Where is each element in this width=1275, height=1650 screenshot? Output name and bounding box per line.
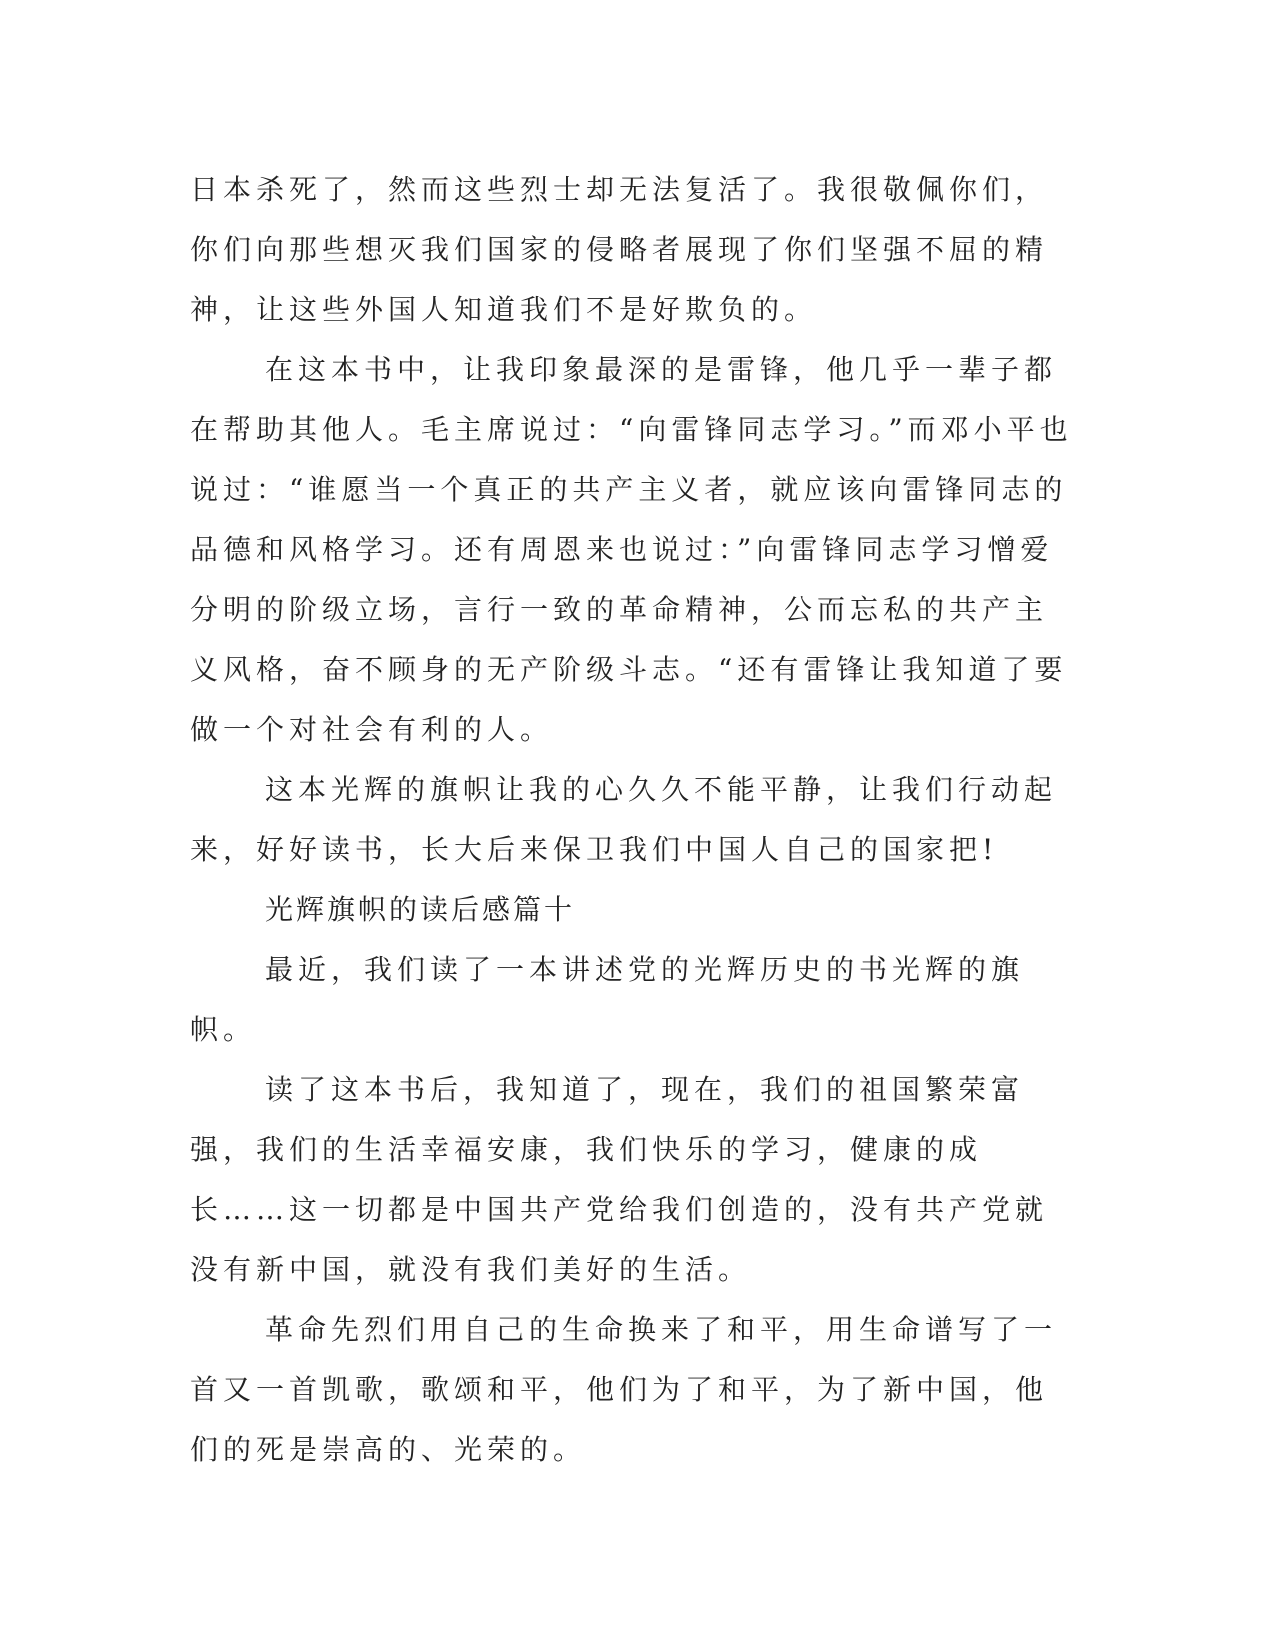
paragraph-reflection: 读了这本书后，我知道了，现在，我们的祖国繁荣富强，我们的生活幸福安康，我们快乐的学习，健康的成长……这一切都是中国共产党给我们创造的，没有共产党就没有新中国，就没有我们美好的生活。 [190, 1073, 1049, 1286]
document-body [190, 160, 1080, 1480]
section-title: 光辉旗帜的读后感篇十 [265, 893, 576, 926]
paragraph-continued: 日本杀死了，然而这些烈士却无法复活了。我很敬佩你们，你们向那些想灭我们国家的侵略者展现了你们坚强不屈的精神，让这些外国人知道我们不是好欺负的。 [190, 173, 1049, 326]
paragraph-conclusion: 这本光辉的旗帜让我的心久久不能平静，让我们行动起来，好好读书，长大后来保卫我们中国人自己的国家把! [190, 773, 1058, 866]
paragraph-lei-feng: 在这本书中，让我印象最深的是雷锋，他几乎一辈子都在帮助其他人。毛主席说过：“向雷锋同志学习。”而邓小平也说过：“谁愿当一个真正的共产主义者，就应该向雷锋同志的品德和风格学习。还有周恩来也说过：”向雷锋同志学习憎爱分明的阶级立场，言行一致的革命精神，公而忘私的共产主义风格，奋不顾身的无产阶级斗志。“还有雷锋让我知道了要做一个对社会有利的人。 [190, 353, 1073, 746]
paragraph-intro: 最近，我们读了一本讲述党的光辉历史的书光辉的旗帜。 [190, 953, 1025, 1046]
paragraph-martyrs: 革命先烈们用自己的生命换来了和平，用生命谱写了一首又一首凯歌，歌颂和平，他们为了和平，为了新中国，他们的死是崇高的、光荣的。 [190, 1313, 1058, 1466]
